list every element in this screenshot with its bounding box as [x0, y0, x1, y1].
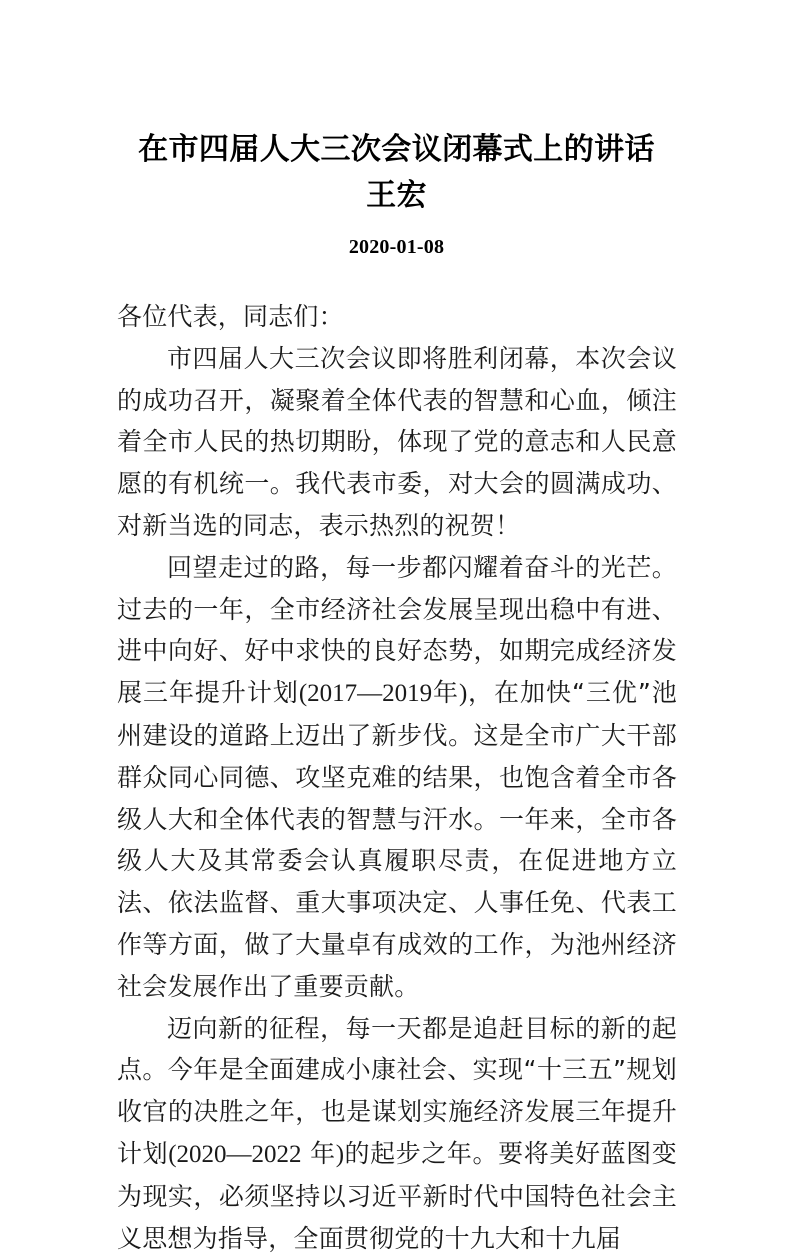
page-title: 在市四届人大三次会议闭幕式上的讲话 [138, 133, 655, 166]
document-author: 王宏 [366, 179, 427, 212]
title-block [100, 128, 693, 262]
paragraph-1: 市四届人大三次会议即将胜利闭幕，本次会议的成功召开，凝聚着全体代表的智慧和心血，倾注着全市人民的热切期盼，体现了党的意志和人民意愿的有机统一。我代表市委，对大会的圆满成功、对新当选的同志，表示热烈的祝贺！ [117, 343, 677, 540]
paragraph-3: 迈向新的征程，每一天都是追赶目标的新的起点。今年是全面建成小康社会、实现“十三五”规划收官的决胜之年，也是谋划实施经济发展三年提升计划(2020—2022 年)的起步之年。要将美好蓝图变为现实，必须坚持以习近平新时代中国特色社会主义思想为指导，全面贯彻党的十九大和十九届 [117, 1013, 677, 1253]
document-body [117, 296, 677, 1259]
paragraph-2: 回望走过的路，每一步都闪耀着奋斗的光芒。过去的一年，全市经济社会发展呈现出稳中有进、进中向好、好中求快的良好态势，如期完成经济发展三年提升计划(2017—2019年)，在加快“三优”池州建设的道路上迈出了新步伐。这是全市广大干部群众同心同德、攻坚克难的结果，也饱含着全市各级人大和全体代表的智慧与汗水。一年来，全市各级人大及其常委会认真履职尽责，在促进地方立法、依法监督、重大事项决定、人事任免、代表工作等方面，做了大量卓有成效的工作，为池州经济社会发展作出了重要贡献。 [117, 552, 677, 1001]
paragraph-salutation: 各位代表，同志们： [117, 302, 344, 331]
document-date: 2020-01-08 [348, 236, 445, 258]
